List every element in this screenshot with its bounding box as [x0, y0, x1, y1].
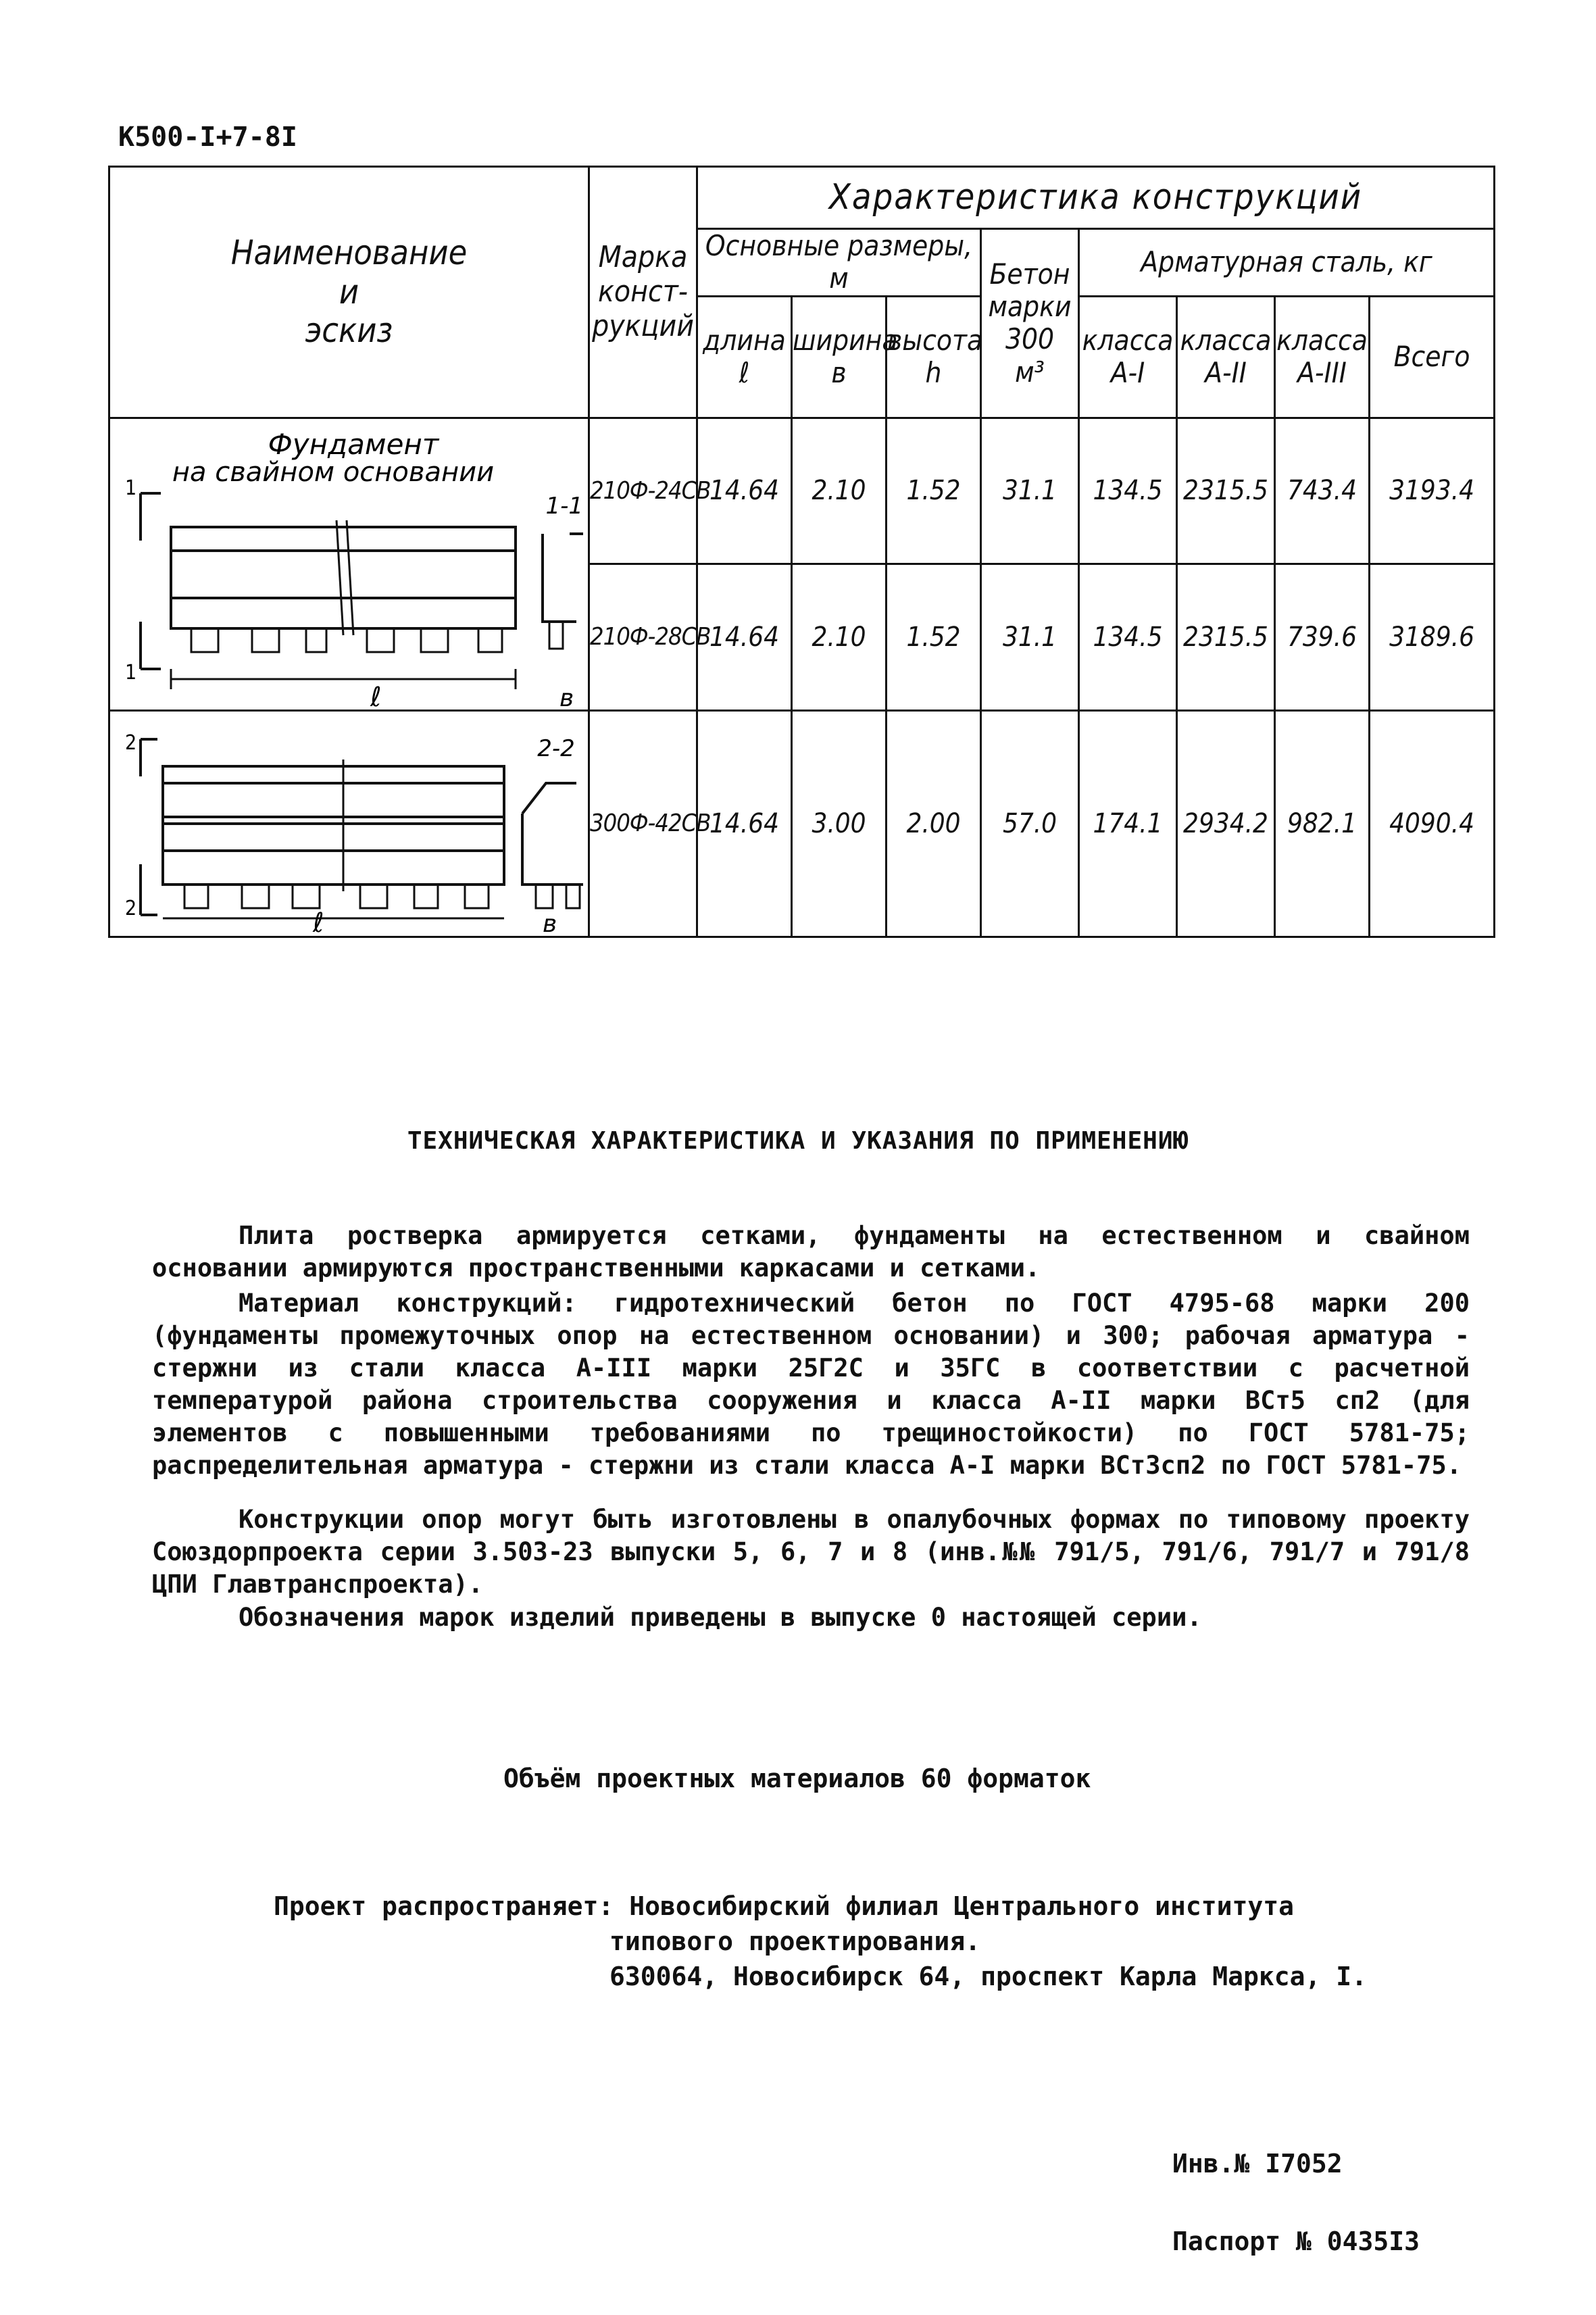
- row-width: 3.00: [792, 710, 887, 937]
- header-steel: Арматурная сталь, кг: [1079, 229, 1495, 297]
- distributor-line: типового проектирования.: [609, 1926, 981, 1956]
- row-width: 2.10: [792, 418, 887, 564]
- row-height: 2.00: [887, 710, 981, 937]
- spec-table: [108, 166, 1495, 938]
- foundation-cross-section: [543, 534, 583, 649]
- row-a3: 743.4: [1275, 418, 1370, 564]
- row-length: 14.64: [697, 564, 792, 711]
- row-total: 3193.4: [1370, 418, 1495, 564]
- header-concrete: Бетон марки 300 м³: [981, 229, 1079, 418]
- inventory-number: Инв.№ I7052: [1172, 2149, 1343, 2179]
- sketch-pile-foundation: [109, 418, 589, 710]
- paragraph: Обозначения марок изделий приведены в выпуске 0 настоящей серии.: [239, 1603, 1202, 1632]
- header-width: ширина в: [792, 296, 887, 418]
- paragraph: Конструкции опор могут быть изготовлены в опалубочных формах по типовому проекту Союздорпроекта серии 3.503-23 выпуски 5, 6, 7 и 8 (инв.№№ 791/5, 791/6, 791/7 и 791/8 ЦПИ Главтранспроекта).: [152, 1505, 1470, 1599]
- header-class-a1: класса А-I: [1079, 296, 1177, 418]
- row-a1: 134.5: [1079, 564, 1177, 711]
- row-concrete: 31.1: [981, 418, 1079, 564]
- row-mark: 210Ф-24СВ: [589, 418, 697, 564]
- header-class-a3: класса А-III: [1275, 296, 1370, 418]
- row-a2: 2315.5: [1177, 418, 1275, 564]
- row-height: 1.52: [887, 418, 981, 564]
- foundation-sketch-2: [110, 712, 586, 935]
- header-dimensions: Основные размеры, м: [697, 229, 981, 297]
- section-number: 2: [125, 730, 137, 755]
- row-length: 14.64: [697, 418, 792, 564]
- header-mark: Марка конст- рукций: [589, 167, 697, 418]
- header-length: длина ℓ: [697, 296, 792, 418]
- document-code: К500-I+7-8I: [118, 122, 297, 153]
- row-concrete: 57.0: [981, 710, 1079, 937]
- section-heading: ТЕХНИЧЕСКАЯ ХАРАКТЕРИСТИКА И УКАЗАНИЯ ПО ПРИМЕНЕНИЮ: [407, 1127, 1189, 1155]
- row-a2: 2315.5: [1177, 564, 1275, 711]
- row-a2: 2934.2: [1177, 710, 1275, 937]
- distributor-block: [274, 1889, 1367, 1994]
- width-label: в: [543, 910, 557, 935]
- foundation-sketch-1: [110, 419, 586, 710]
- row-width: 2.10: [792, 564, 887, 711]
- sketch-pile-foundation-2: [109, 710, 589, 937]
- section-label: 1-1: [545, 492, 583, 520]
- header-class-a2: класса А-II: [1177, 296, 1275, 418]
- header-height: высота h: [887, 296, 981, 418]
- row-a3: 739.6: [1275, 564, 1370, 711]
- foundation-elevation: [163, 760, 504, 918]
- row-total: 3189.6: [1370, 564, 1495, 711]
- length-label: ℓ: [313, 907, 324, 935]
- table-row: [109, 710, 1495, 937]
- row-height: 1.52: [887, 564, 981, 711]
- distributor-address: 630064, Новосибирск 64, проспект Карла Маркса, I.: [609, 1962, 1368, 1991]
- distributor-line: Новосибирский филиал Центрального института: [629, 1891, 1294, 1921]
- table-row: [109, 418, 1495, 564]
- section-number: 1: [125, 476, 137, 500]
- group1-title-line1: Фундамент: [268, 427, 439, 461]
- section-number: 1: [125, 660, 137, 684]
- foundation-elevation: [171, 520, 516, 689]
- paragraph: Материал конструкций: гидротехнический бетон по ГОСТ 4795-68 марки 200 (фундаменты промежуточных опор на естественном основании) и 300; рабочая арматура - стержни из стали класса А-III марки 25Г2С и 35ГС в соответствии с расчетной температурой района строительства сооружения и класса А-II марки ВСт5 сп2 (для элементов с повышенными требованиями по трещиностойкости) по ГОСТ 5781-75; распределительная арматура - стержни из стали класса А-I марки ВСт3сп2 по ГОСТ 5781-75.: [152, 1289, 1470, 1480]
- row-a3: 982.1: [1275, 710, 1370, 937]
- header-total: Всего: [1370, 296, 1495, 418]
- header-characteristics: Характеристика конструкций: [697, 167, 1495, 229]
- row-a1: 134.5: [1079, 418, 1177, 564]
- passport-number: Паспорт № 0435I3: [1172, 2226, 1420, 2256]
- row-a1: 174.1: [1079, 710, 1177, 937]
- section-label: 2-2: [537, 735, 575, 762]
- foundation-cross-section: [522, 783, 583, 908]
- group1-title-line2: на свайном основании: [172, 456, 495, 488]
- row-mark: 300Ф-42СВ: [589, 710, 697, 937]
- row-concrete: 31.1: [981, 564, 1079, 711]
- row-total: 4090.4: [1370, 710, 1495, 937]
- length-label: ℓ: [370, 681, 382, 710]
- volume-note: Объём проектных материалов 60 форматок: [503, 1764, 1091, 1793]
- width-label: в: [559, 684, 574, 710]
- row-mark: 210Ф-28СВ: [589, 564, 697, 711]
- header-name: Наименование и эскиз: [109, 167, 589, 418]
- paragraph: Плита ростверка армируется сетками, фундаменты на естественном и свайном основании армируются пространственными каркасами и сетками.: [152, 1221, 1470, 1283]
- distributor-label: Проект распространяет:: [274, 1891, 614, 1921]
- section-number: 2: [125, 896, 137, 920]
- row-length: 14.64: [697, 710, 792, 937]
